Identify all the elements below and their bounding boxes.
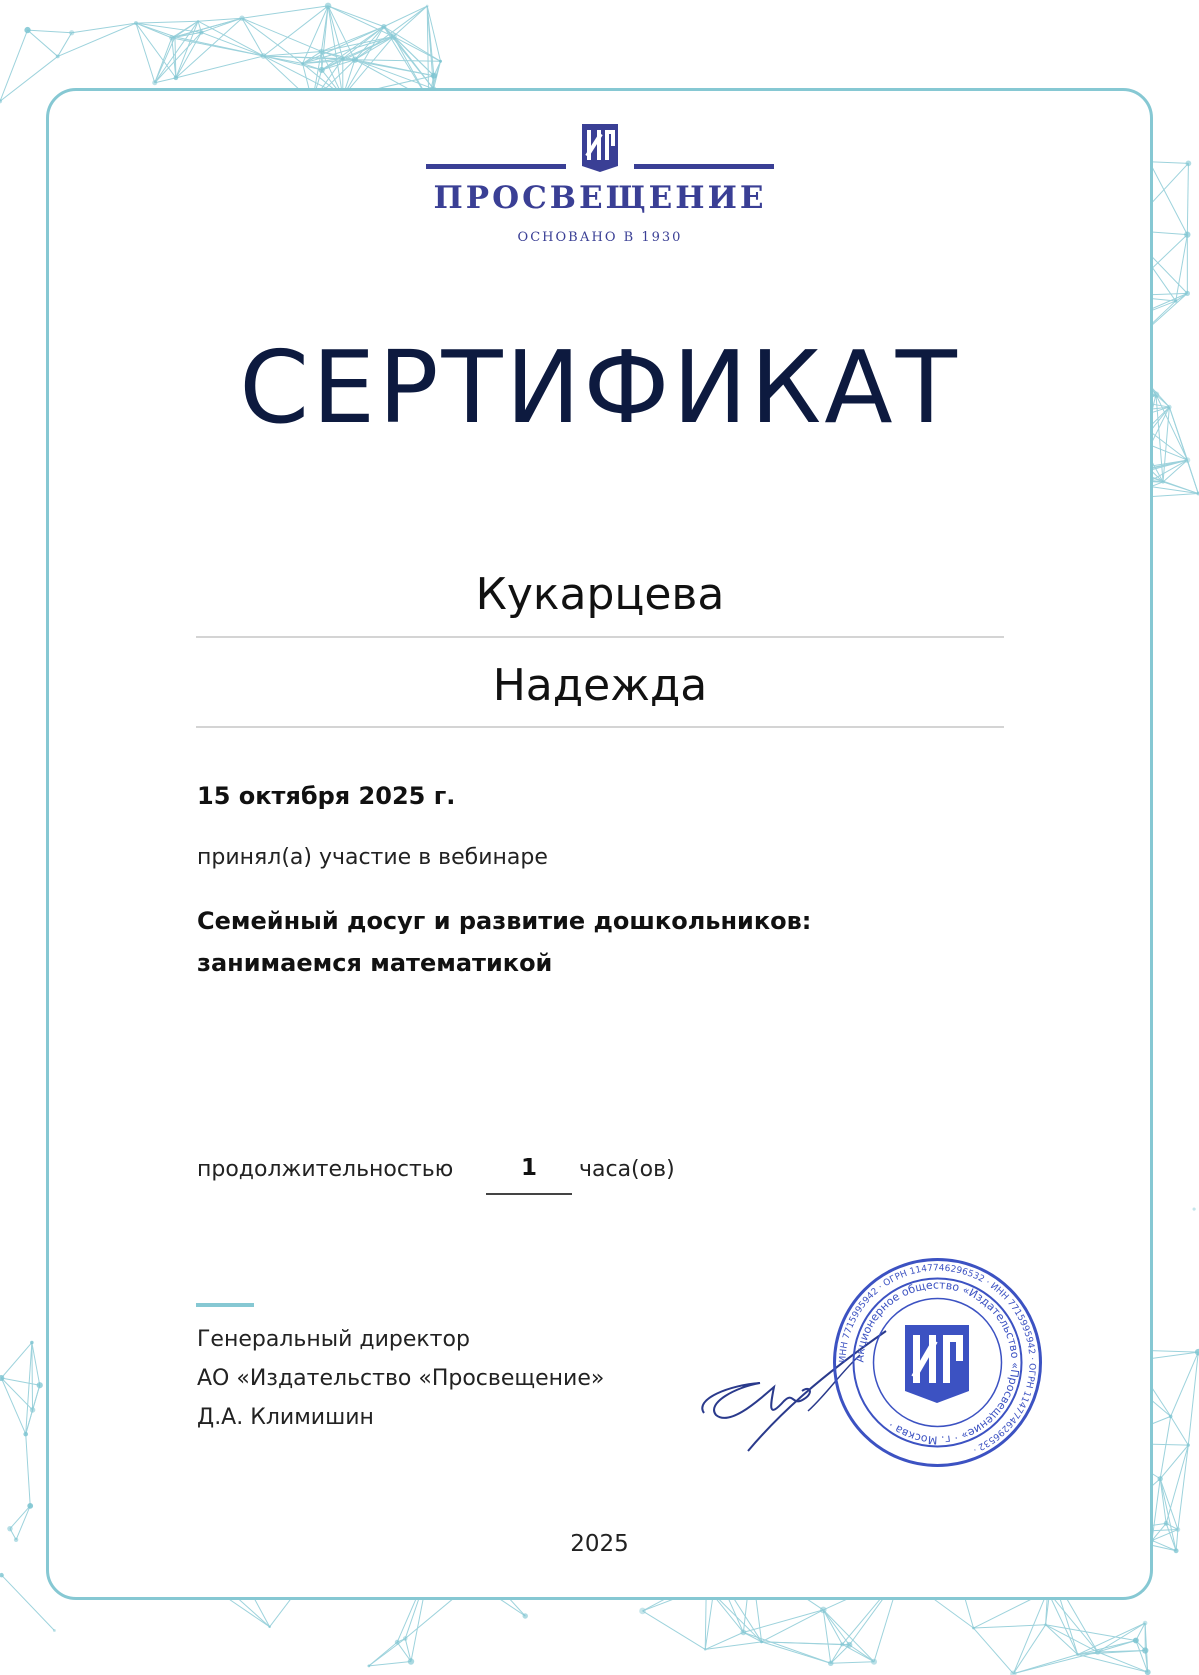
signatory-position: Генеральный директор xyxy=(197,1327,470,1352)
company-seal xyxy=(830,1255,1045,1470)
publisher-logo xyxy=(420,118,780,248)
certificate-year: 2025 xyxy=(570,1531,629,1557)
recipient-first-name: Надежда xyxy=(492,660,708,711)
recipient-last-name: Кукарцева xyxy=(475,569,725,620)
seal-outer-text: ИНН 7715995942 · ОГРН 1147746296532 · ИНН 7715995942 · ОГРН 1147746296532 · xyxy=(838,1263,1037,1455)
signatory-accent-bar xyxy=(196,1303,254,1307)
hours-underline xyxy=(486,1193,572,1195)
brand-tagline: ОСНОВАНО В 1930 xyxy=(517,230,683,245)
certificate-title: СЕРТИФИКАТ xyxy=(239,329,960,446)
last-name-rule xyxy=(196,636,1004,638)
logo-rule-right xyxy=(634,164,774,169)
participation-text: принял(а) участие в вебинаре xyxy=(197,845,548,870)
webinar-topic-line-2: занимаемся математикой xyxy=(197,949,553,977)
brand-name: ПРОСВЕЩЕНИЕ xyxy=(433,180,767,216)
signatory-name: Д.А. Климишин xyxy=(197,1405,374,1430)
duration-unit: часа(ов) xyxy=(579,1157,675,1182)
duration-label: продолжительностью xyxy=(197,1157,454,1182)
seal-inner-text: Акционерное общество «Издательство «Просвещение» · г. Москва · xyxy=(853,1278,1022,1447)
signatory-organization: АО «Издательство «Просвещение» xyxy=(197,1366,605,1391)
first-name-rule xyxy=(196,726,1004,728)
webinar-topic xyxy=(197,900,997,984)
webinar-topic-line-1: Семейный досуг и развитие дошкольников: xyxy=(197,907,812,935)
publisher-emblem-icon xyxy=(578,118,622,174)
logo-rule-left xyxy=(426,164,566,169)
duration-hours: 1 xyxy=(520,1155,537,1181)
seal-emblem-icon xyxy=(905,1325,969,1403)
event-date: 15 октября 2025 г. xyxy=(197,782,456,810)
